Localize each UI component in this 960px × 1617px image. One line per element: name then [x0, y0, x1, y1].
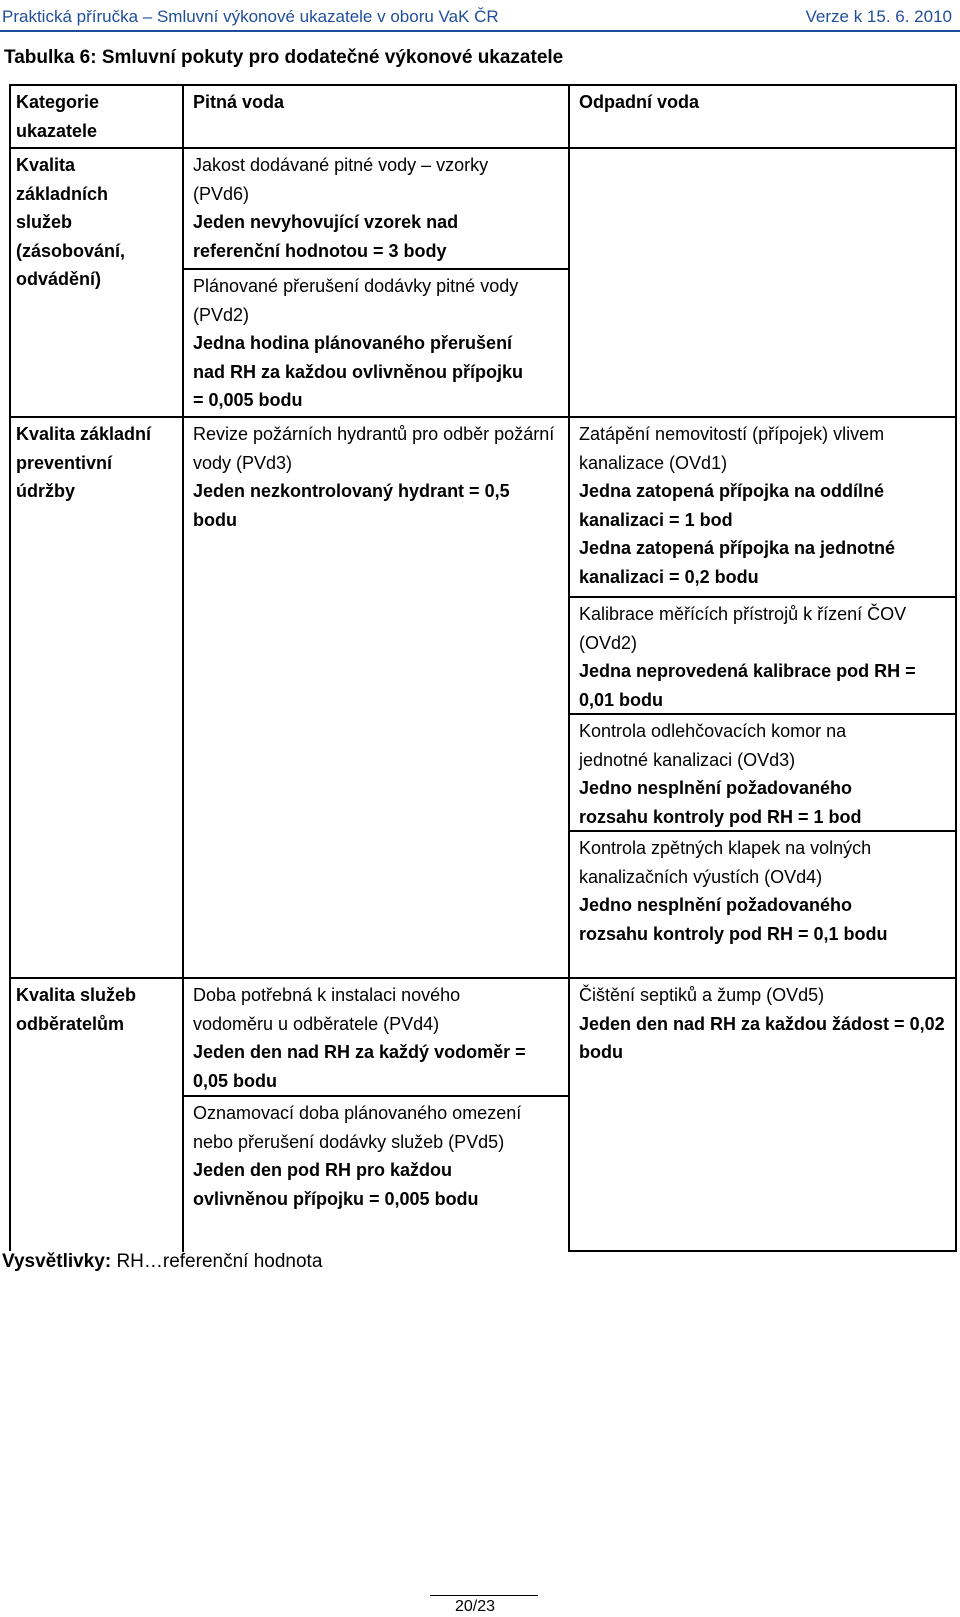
cell-ovd5	[579, 981, 949, 1067]
table-border-right	[955, 84, 957, 1251]
pvd2-indicator: Plánované přerušení dodávky pitné vody (PVd2)	[193, 276, 519, 325]
page-number: 20/23	[455, 1598, 496, 1615]
ovd4-penalty: Jedno nesplnění požadovaného rozsahu kontroly pod RH = 0,1 bodu	[579, 895, 888, 944]
ovd2-penalty: Jedna neprovedená kalibrace pod RH = 0,01 bodu	[579, 661, 916, 710]
col-divider-1	[182, 84, 184, 1252]
ovd1-penalty-combined: Jedna zatopená přípojka na jednotné kanalizaci = 0,2 bodu	[579, 538, 896, 587]
footnote-text: RH…referenční hodnota	[116, 1251, 323, 1272]
header-row-divider	[9, 147, 956, 149]
pvd2-penalty: Jedna hodina plánovaného přerušení nad RH za každou ovlivněnou přípojku = 0,005 bodu	[193, 333, 524, 410]
category-preventive-maintenance: Kvalita základní preventivní údržby	[16, 424, 152, 501]
pvd3-indicator: Revize požárních hydrantů pro odběr požární vody (PVd3)	[193, 424, 555, 473]
pvd3-penalty: Jeden nezkontrolovaný hydrant = 0,5 bodu	[193, 481, 510, 530]
pvd5-penalty: Jeden den pod RH pro každou ovlivněnou přípojku = 0,005 bodu	[193, 1160, 479, 1209]
pvd6-indicator: Jakost dodávané pitné vody – vzorky (PVd6)	[193, 155, 489, 204]
footnote-label: Vysvětlivky:	[2, 1251, 112, 1272]
category-basic-services: Kvalita základních služeb (zásobování, odvádění)	[16, 155, 126, 289]
cell-ovd1	[579, 420, 949, 591]
table-border-left	[9, 84, 11, 1251]
ovd1-penalty-separate: Jedna zatopená přípojka na oddílné kanalizaci = 1 bod	[579, 481, 885, 530]
column-header-waste-water: Odpadní voda	[579, 92, 700, 112]
pvd6-penalty: Jeden nevyhovující vzorek nad referenční hodnotou = 3 body	[193, 212, 459, 261]
version-label: Verze k 15. 6. 2010	[805, 7, 952, 26]
category-customer-services: Kvalita služeb odběratelům	[16, 985, 137, 1034]
cell-ovd4	[579, 834, 924, 948]
cell-pvd6	[193, 151, 548, 265]
document-title: Praktická příručka – Smluvní výkonové ukazatele v oboru VaK ČR	[2, 7, 499, 26]
table-border-bottom-right	[568, 1250, 957, 1252]
column-header-category: Kategorie ukazatele	[16, 92, 100, 141]
footer-rule	[430, 1595, 538, 1596]
footnote	[2, 1249, 322, 1275]
cell-pvd5	[193, 1099, 538, 1213]
ovd3-indicator: Kontrola odlehčovacích komor na jednotné kanalizaci (OVd3)	[579, 721, 847, 770]
cell-ovd3	[579, 717, 919, 831]
table-border-top	[9, 84, 956, 86]
ovd5-penalty: Jeden den nad RH za každou žádost = 0,02 bodu	[579, 1013, 945, 1062]
pvd4-indicator: Doba potřebná k instalaci nového vodoměru u odběratele (PVd4)	[193, 985, 461, 1034]
col-divider-2	[568, 84, 570, 1252]
ovd3-penalty: Jedno nesplnění požadovaného rozsahu kontroly pod RH = 1 bod	[579, 778, 862, 827]
table-caption: Tabulka 6: Smluvní pokuty pro dodatečné výkonové ukazatele	[4, 47, 564, 68]
pvd5-indicator: Oznamovací doba plánovaného omezení nebo přerušení dodávky služeb (PVd5)	[193, 1103, 522, 1152]
pvd4-penalty: Jeden den nad RH za každý vodoměr = 0,05 bodu	[193, 1042, 526, 1091]
ovd-divider-1	[568, 596, 956, 598]
category-divider-2	[9, 977, 956, 979]
ovd2-indicator: Kalibrace měřících přístrojů k řízení ČOV (OVd2)	[579, 604, 907, 653]
pvd-divider-1	[182, 268, 569, 270]
pvd-divider-2	[182, 1095, 569, 1097]
category-divider-1	[9, 416, 956, 418]
ovd1-indicator: Zatápění nemovitostí (přípojek) vlivem kanalizace (OVd1)	[579, 424, 885, 473]
cell-pvd3	[193, 420, 558, 534]
cell-pvd4	[193, 981, 538, 1095]
column-header-drinking-water: Pitná voda	[193, 92, 285, 112]
ovd4-indicator: Kontrola zpětných klapek na volných kanalizačních výustích (OVd4)	[579, 838, 872, 887]
cell-ovd2	[579, 600, 939, 714]
cell-pvd2	[193, 272, 533, 415]
header-rule	[0, 30, 960, 32]
ovd5-indicator: Čištění septiků a žump (OVd5)	[579, 985, 825, 1005]
